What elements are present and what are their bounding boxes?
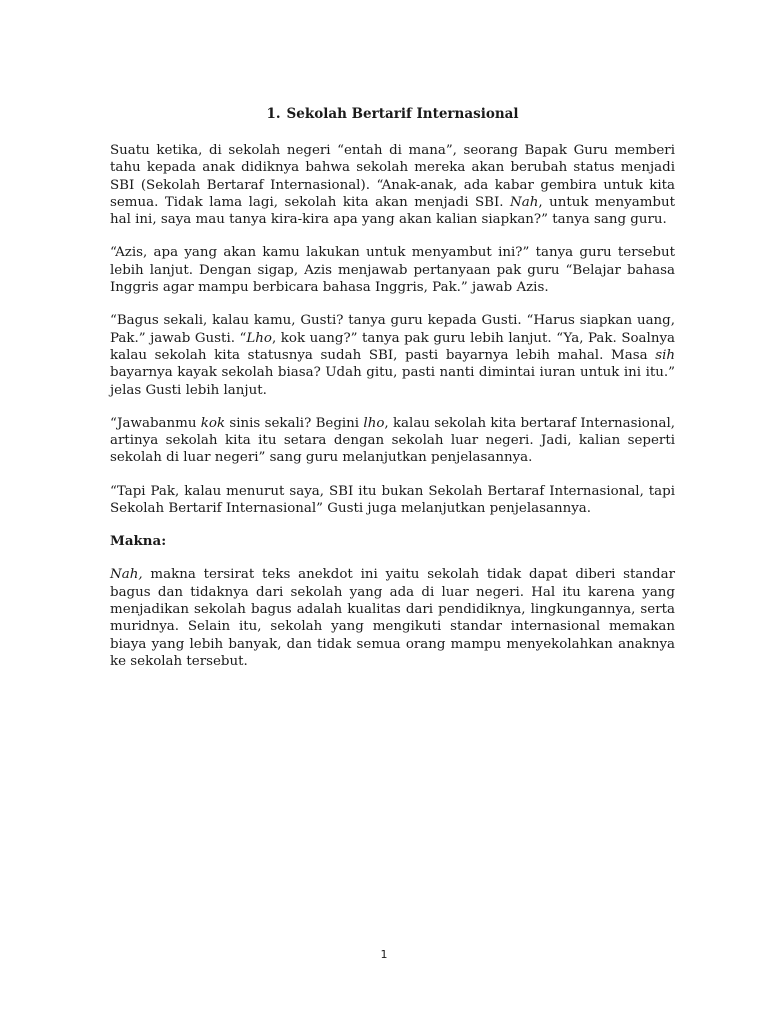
meaning-heading: Makna:	[110, 533, 167, 550]
text-segment: Suatu ketika, di sekolah negeri “entah di mana”, seorang Bapak Guru memberi tahu kepada anak didiknya bahwa sekolah mereka akan berubah status menjadi SBI (Sekolah Bertaraf Internasional). “Anak-anak, ada kabar gembira untuk kita semua. Tidak lama lagi, sekolah kita akan menjadi SBI.	[110, 143, 675, 210]
text-segment: “Azis, apa yang akan kamu lakukan untuk menyambut ini?” tanya guru tersebut lebih lanjut. Dengan sigap, Azis menjawab pertanyaan pak guru “Belajar bahasa Inggris agar mampu berbicara bahasa Inggris, Pak.” jawab Azis.	[110, 245, 675, 296]
document-title	[110, 106, 675, 122]
italic-text: kok	[200, 415, 226, 431]
italic-text: Nah,	[110, 567, 143, 583]
page-number: 1	[380, 948, 388, 961]
text-segment: “Jawabanmu	[110, 415, 201, 431]
title-text: Sekolah Bertarif Internasional	[286, 106, 519, 122]
text-segment: , untuk menyambut hal ini, saya mau tanya kira-kira apa yang akan kalian siapkan?” tanya sang guru.	[110, 194, 675, 228]
text-segment: “Bagus sekali, kalau kamu, Gusti? tanya guru kepada Gusti. “Harus siapkan uang, Pak.” jawab Gusti. “	[110, 313, 675, 346]
italic-text: Lho	[246, 330, 272, 346]
document-page	[110, 100, 675, 686]
text-segment: bayarnya kayak sekolah biasa? Udah gitu, pasti nanti dimintai iuran untuk ini itu.” jelas Gusti lebih lanjut.	[110, 365, 675, 398]
italic-text: lho	[363, 415, 385, 431]
paragraph	[110, 142, 675, 228]
title-number: 1.	[266, 106, 281, 122]
text-segment: sinis sekali? Begini	[225, 415, 364, 431]
text-segment: , kalau sekolah kita bertaraf Internasional, artinya sekolah kita itu setara dengan sekolah luar negeri. Jadi, kalian seperti sekolah di luar negeri” sang guru melanjutkan penjelasannya.	[110, 415, 675, 466]
paragraph	[110, 244, 675, 296]
italic-text: sih	[655, 347, 675, 363]
text-segment: “Tapi Pak, kalau menurut saya, SBI itu bukan Sekolah Bertaraf Internasional, tapi Sekolah Bertarif Internasional” Gusti juga melanjutkan penjelasannya.	[110, 483, 675, 517]
italic-text: Nah	[510, 194, 539, 210]
paragraph	[110, 415, 675, 467]
paragraph	[110, 483, 675, 518]
text-segment: , kok uang?” tanya pak guru lebih lanjut. “Ya, Pak. Soalnya kalau sekolah kita statusnya sudah SBI, pasti bayarnya lebih mahal. Masa	[110, 330, 675, 363]
text-segment: makna tersirat teks anekdot ini yaitu sekolah tidak dapat diberi standar bagus dan tidaknya dari sekolah yang ada di luar negeri. Hal itu karena yang menjadikan sekolah bagus adalah kualitas dari pendidiknya, lingkungannya, serta muridnya. Selain itu, sekolah yang mengikuti standar internasional memakan biaya yang lebih banyak, dan tidak semua orang mampu menyekolahkan anaknya ke sekolah tersebut.	[110, 567, 675, 669]
paragraph	[110, 312, 675, 398]
meaning-paragraph	[110, 566, 675, 670]
